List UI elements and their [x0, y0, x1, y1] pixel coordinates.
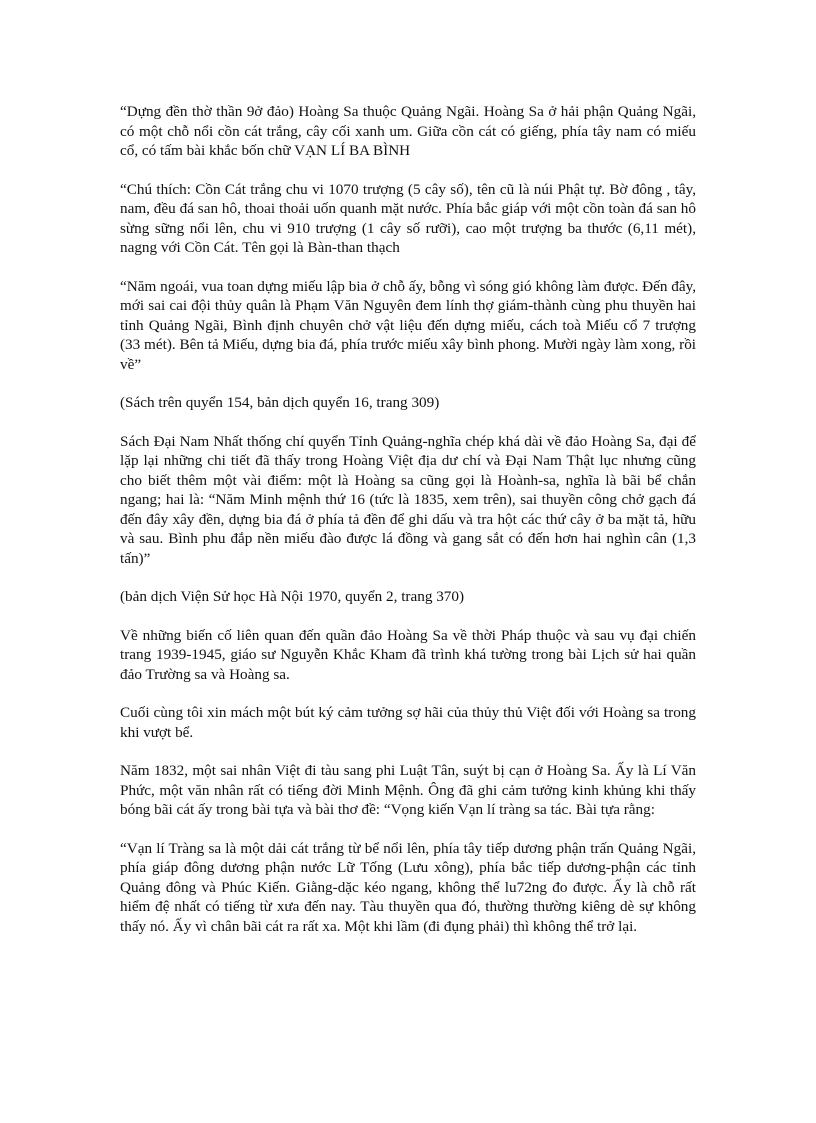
paragraph-last-year: “Năm ngoái, vua toan dựng miếu lập bia ở chỗ ấy, bỗng vì sóng gió không làm được. Đến đây, mới sai cai đội thủy quân là Phạm Văn Nguyên đem lính thợ giám-thành cùng phu thuyền hai tỉnh Quảng Ngãi, Bình định chuyên chở vật liệu đến dựng miếu, cách toà Miếu cổ 7 trượng (33 mét). Bên tả Miếu, dựng bia đá, phía trước miếu xây bình phong. Mười ngày làm xong, rồi về” [120, 277, 697, 373]
paragraph-temple-building: “Dựng đền thờ thần 9ở đảo) Hoàng Sa thuộc Quảng Ngãi. Hoàng Sa ở hải phận Quảng Ngãi, có một chỗ nổi cồn cát trắng, cây cối xanh um. Giữa cồn cát có giếng, phía tây nam có miếu cổ, có tấm bài khắc bốn chữ VẠN LÍ BA BÌNH [120, 103, 696, 159]
paragraph-french-period: Về những biến cố liên quan đến quần đảo Hoàng Sa về thời Pháp thuộc và sau vụ đại chiến trang 1939-1945, giáo sư Nguyễn Khắc Kham đã trình khá tường trong bài Lịch sử hai quần đảo Trường sa và Hoàng sa. [120, 626, 696, 683]
paragraph-citation-2: (bản dịch Viện Sử học Hà Nội 1970, quyển 2, trang 370) [120, 588, 465, 605]
paragraph-closing: Cuối cùng tôi xin mách một bút ký cảm tưởng sợ hãi của thủy thủ Việt đối với Hoàng sa trong khi vượt bể. [120, 704, 696, 741]
document-page [120, 102, 696, 955]
paragraph-1832: Năm 1832, một sai nhân Việt đi tàu sang phi Luật Tân, suýt bị cạn ở Hoàng Sa. Ấy là Lí Văn Phức, một văn nhân rất có tiếng đời Minh Mệnh. Ông đã ghi cảm tưởng kinh khủng khi thấy bóng bãi cát ấy trong bài tựa và bài thơ đề: “Vọng kiến Vạn lí tràng sa tác. Bài tựa rằng: [120, 762, 696, 818]
paragraph-annotation: “Chú thích: Cồn Cát trắng chu vi 1070 trượng (5 cây số), tên cũ là núi Phật tự. Bờ đông , tây, nam, đều đá san hô, thoai thoải uốn quanh mặt nước. Phía bắc giáp với một cồn toàn đá san hô sừng sững nổi lên, chu vi 910 trượng (1 cây số rưỡi), cao một trượng ba thước (6,11 mét), nagng với Cồn Cát. Tên gọi là Bàn-than thạch [120, 180, 696, 256]
paragraph-dai-nam: Sách Đại Nam Nhất thống chí quyển Tỉnh Quảng-nghĩa chép khá dài về đảo Hoàng Sa, đại để lặp lại những chi tiết đã thấy trong Hoàng Việt địa dư chí và Đại Nam Thật lục nhưng cũng cho biết thêm một vài điểm: một là Hoàng sa cũng gọi là Hoành-sa, nghĩa là bãi bể chắn ngang; hai là: “Năm Minh mệnh thứ 16 (tức là 1835, xem trên), sai thuyền công chở gạch đá đến đây xây đền, dựng bia đá ở phía tả đền để ghi dấu và tra hột các thứ cây ở ba mặt tả, hữu và sau. Bình phu đắp nền miếu đào được lá đồng và gang sắt có đến hơn hai nghìn cân (1,3 tấn)” [120, 432, 696, 567]
paragraph-van-li-trang-sa: “Vạn lí Tràng sa là một dải cát trắng từ bể nổi lên, phía tây tiếp dương phận trấn Quảng Ngãi, phía giáp đông dương phận nước Lữ Tống (Lưu xông), phía bắc tiếp dương-phận các tỉnh Quảng đông và Phúc Kiến. Giằng-dặc kéo ngang, không thể lu72ng đo được. Ấy là chỗ rất hiểm đệ nhất có tiếng từ xưa đến nay. Tàu thuyền qua đó, thường thường kiêng dè sự không thấy nó. Ấy vì chân bãi cát ra rất xa. Một khi lầm (đi đụng phải) thì không thể trở lại. [120, 839, 696, 935]
paragraph-citation-1: (Sách trên quyển 154, bản dịch quyển 16, trang 309) [120, 394, 440, 411]
